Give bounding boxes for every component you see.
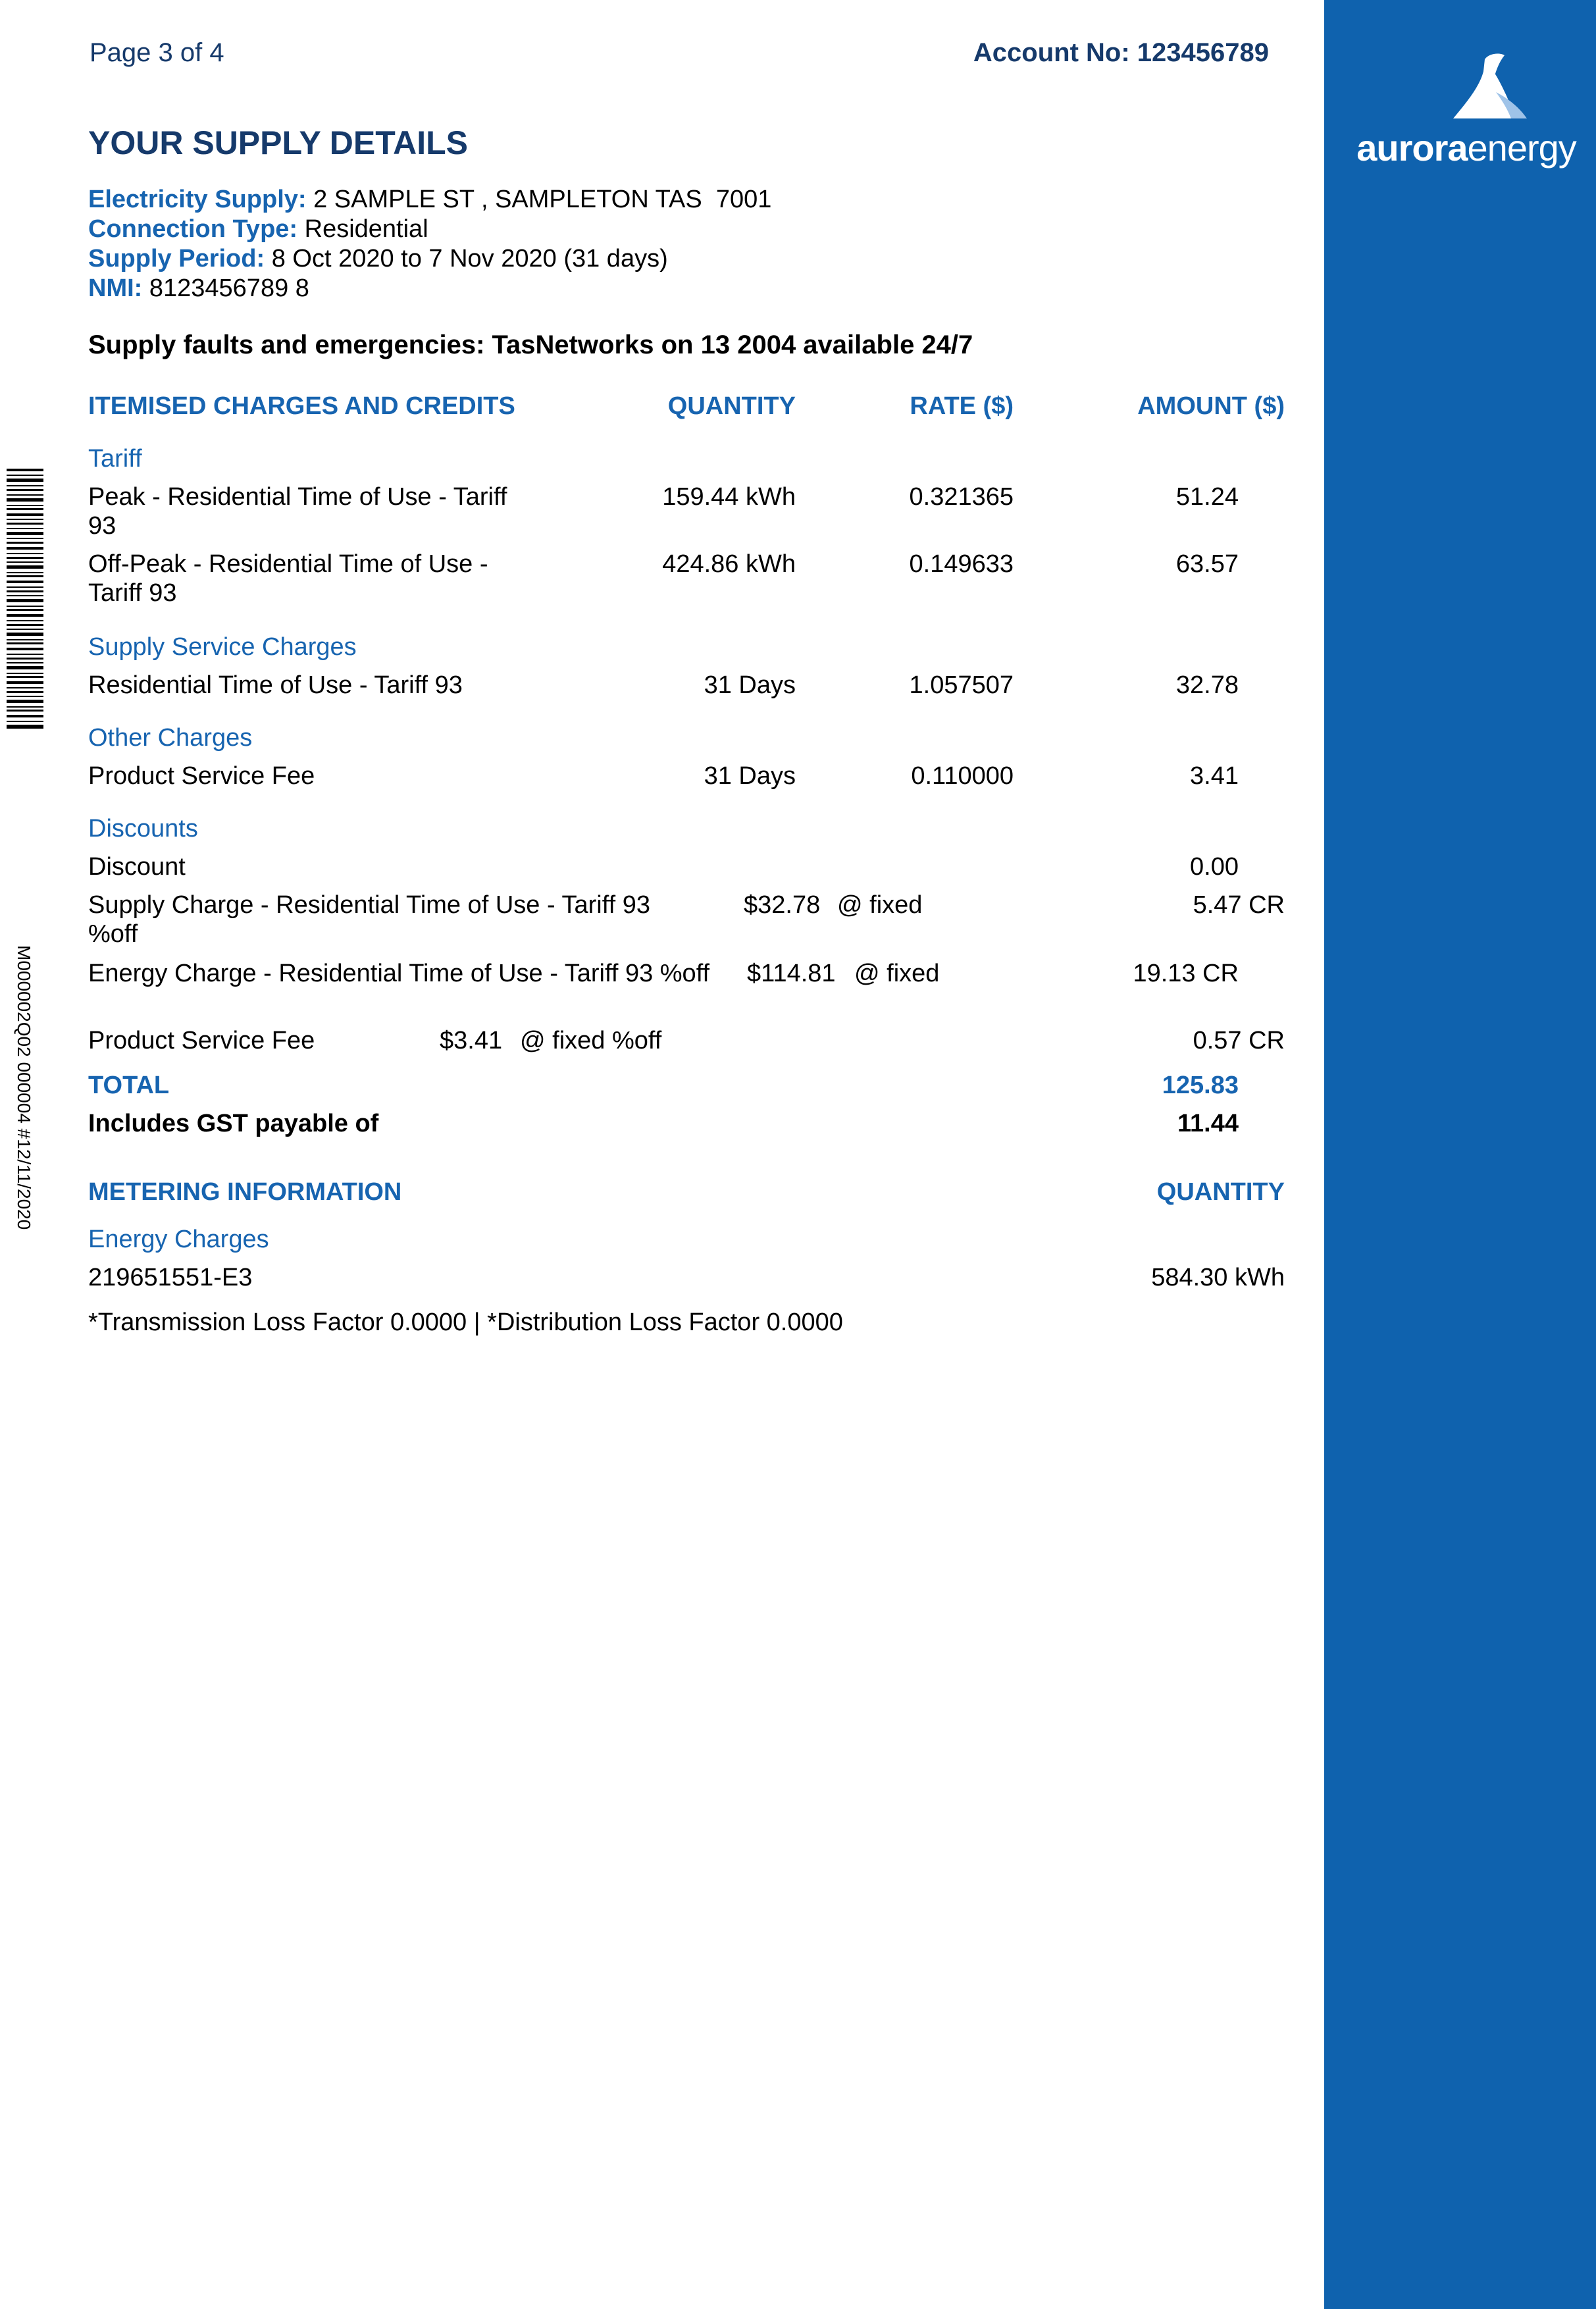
offpeak-rate: 0.149633 (909, 550, 1014, 578)
fee-discount-amount: 0.57 CR (1193, 1027, 1285, 1054)
energy-discount-base: $114.81 (747, 960, 836, 987)
supply-period-label: Supply Period: (88, 245, 265, 272)
gst-label: Includes GST payable of (88, 1110, 379, 1137)
charges-header-quantity: QUANTITY (667, 392, 796, 420)
supply-discount-desc: Supply Charge - Residential Time of Use - Tariff 93 (88, 891, 650, 919)
connection-type-label: Connection Type: (88, 215, 298, 243)
total-label: TOTAL (88, 1072, 170, 1099)
peak-rate: 0.321365 (909, 483, 1014, 511)
mailing-reference: M000002Q02 000004 #12/11/2020 (14, 945, 34, 1230)
electricity-supply-value: 2 SAMPLE ST , SAMPLETON TAS 7001 (313, 186, 772, 213)
supply-discount-desc-cont: %off (88, 920, 138, 948)
supply-discount-base: $32.78 (744, 891, 821, 919)
logo-text-aurora: aurora (1356, 127, 1468, 169)
tariff-heading: Tariff (88, 445, 142, 473)
nmi-label: NMI: (88, 274, 143, 302)
fee-discount-base: $3.41 (440, 1027, 503, 1054)
total-value: 125.83 (1162, 1072, 1239, 1099)
account-number: Account No: 123456789 (973, 38, 1269, 67)
aurora-energy-logo (1354, 53, 1578, 178)
other-charges-amount: 3.41 (1190, 762, 1239, 790)
discount-amount: 0.00 (1190, 853, 1239, 881)
offpeak-amount: 63.57 (1175, 550, 1239, 578)
charges-header-item: ITEMISED CHARGES AND CREDITS (88, 392, 515, 420)
electricity-supply-line (88, 186, 771, 214)
connection-type-line (88, 215, 428, 244)
offpeak-desc-cont: Tariff 93 (88, 579, 177, 607)
discounts-heading: Discounts (88, 815, 198, 843)
other-charges-heading: Other Charges (88, 724, 253, 752)
supply-service-desc: Residential Time of Use - Tariff 93 (88, 671, 463, 699)
supply-service-rate: 1.057507 (909, 671, 1014, 699)
meter-quantity: 584.30 kWh (1151, 1264, 1285, 1291)
supply-period-value: 8 Oct 2020 to 7 Nov 2020 (31 days) (271, 245, 668, 272)
charges-header-amount: AMOUNT ($) (1137, 392, 1285, 420)
energy-discount-desc: Energy Charge - Residential Time of Use - Tariff 93 %off (88, 960, 710, 987)
logo-text-energy: energy (1467, 127, 1576, 169)
metering-quantity-header: QUANTITY (1156, 1178, 1285, 1206)
energy-charges-heading: Energy Charges (88, 1226, 269, 1253)
electricity-supply-label: Electricity Supply: (88, 186, 307, 213)
gst-value: 11.44 (1177, 1110, 1239, 1137)
supply-service-quantity: 31 Days (704, 671, 796, 699)
other-charges-quantity: 31 Days (704, 762, 796, 790)
discount-desc: Discount (88, 853, 186, 881)
offpeak-quantity: 424.86 kWh (662, 550, 796, 578)
charges-header-rate: RATE ($) (910, 392, 1014, 420)
nmi-value: 8123456789 8 (149, 274, 309, 302)
faults-notice: Supply faults and emergencies: TasNetworks on 13 2004 available 24/7 (88, 330, 973, 359)
other-charges-desc: Product Service Fee (88, 762, 315, 790)
other-charges-rate: 0.110000 (911, 762, 1014, 790)
offpeak-desc: Off-Peak - Residential Time of Use - (88, 550, 488, 578)
supply-service-heading: Supply Service Charges (88, 633, 357, 661)
fee-discount-desc: Product Service Fee (88, 1027, 315, 1054)
loss-factor-note: *Transmission Loss Factor 0.0000 | *Distribution Loss Factor 0.0000 (88, 1309, 843, 1336)
fee-discount-basis: @ fixed %off (520, 1027, 662, 1054)
energy-discount-amount: 19.13 CR (1133, 960, 1239, 987)
supply-discount-basis: @ fixed (837, 891, 923, 919)
meter-id: 219651551-E3 (88, 1264, 253, 1291)
peak-quantity: 159.44 kWh (662, 483, 796, 511)
peak-desc: Peak - Residential Time of Use - Tariff (88, 483, 507, 511)
nmi-line (88, 274, 309, 303)
supply-service-amount: 32.78 (1175, 671, 1239, 699)
supply-period-line (88, 245, 668, 273)
page-number: Page 3 of 4 (90, 38, 224, 67)
energy-discount-basis: @ fixed (854, 960, 940, 987)
barcode (7, 469, 43, 729)
connection-type-value: Residential (304, 215, 428, 243)
brand-side-panel (1324, 0, 1596, 2309)
metering-heading: METERING INFORMATION (88, 1178, 402, 1206)
supply-discount-amount: 5.47 CR (1193, 891, 1285, 919)
peak-amount: 51.24 (1175, 483, 1239, 511)
logo-mark-icon (1354, 53, 1578, 125)
peak-desc-cont: 93 (88, 512, 116, 540)
page-title: YOUR SUPPLY DETAILS (88, 124, 468, 161)
